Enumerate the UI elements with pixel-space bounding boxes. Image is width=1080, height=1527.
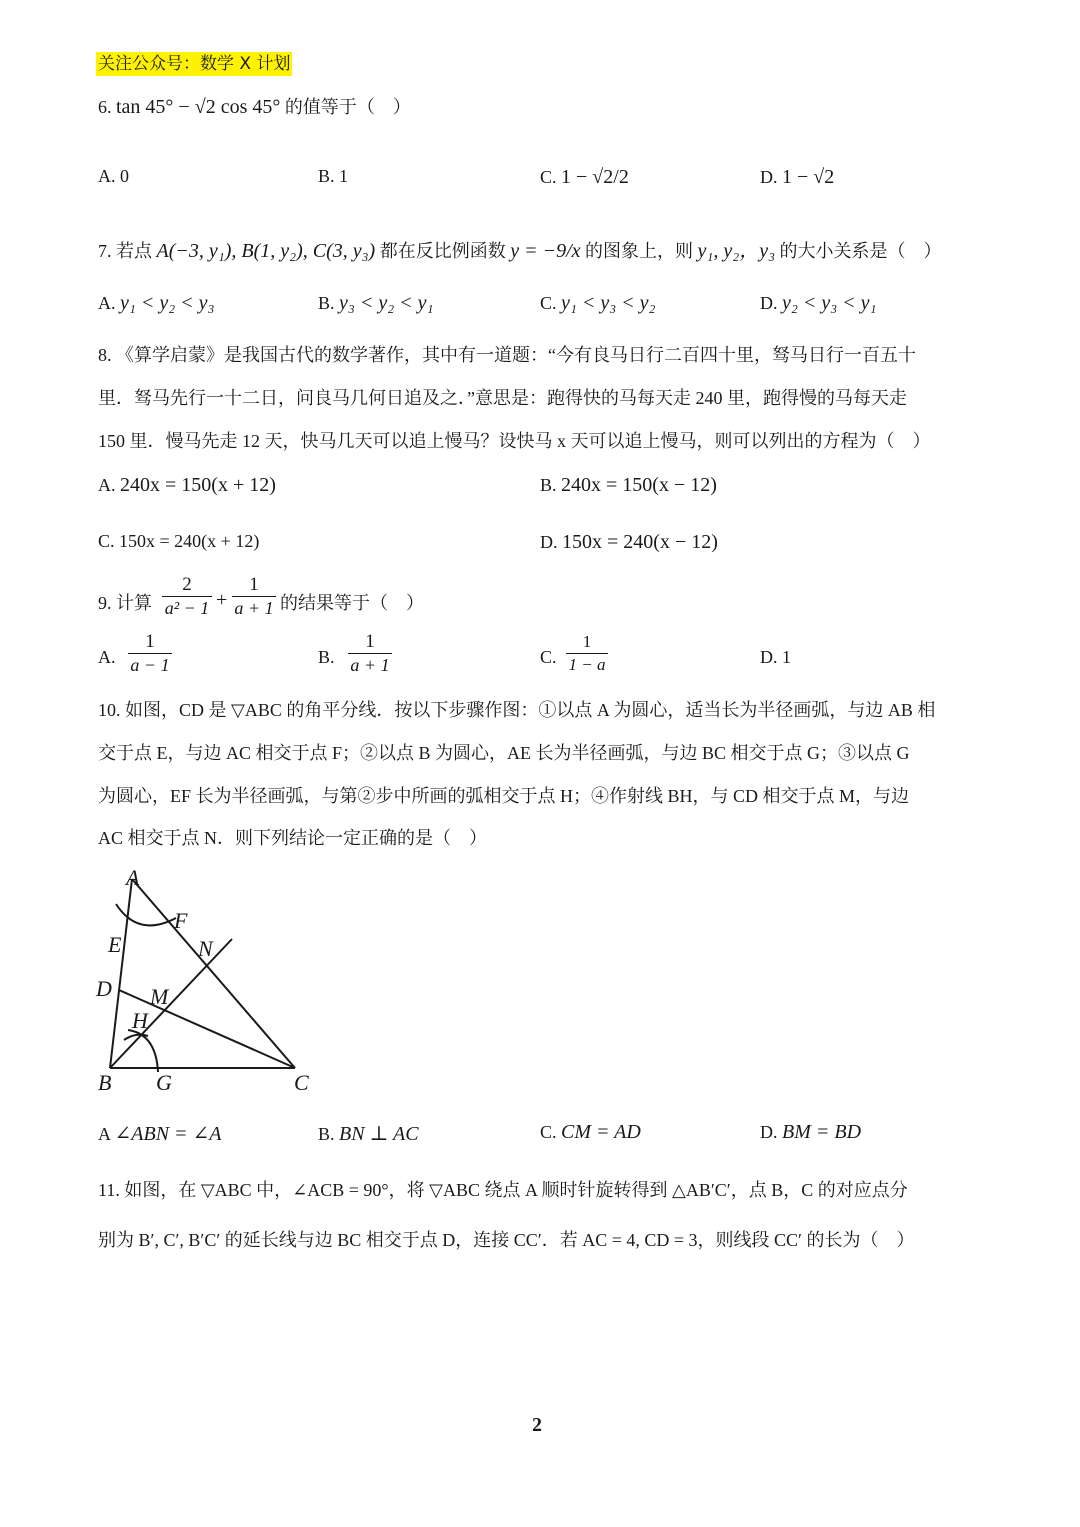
label-h: H <box>132 1008 148 1033</box>
option-text: ∠ABN = ∠A <box>114 1123 222 1145</box>
option-text: y₁ < y₂ < y₃ <box>120 292 215 314</box>
option-label: C. <box>540 293 557 313</box>
q6-option-c[interactable] <box>540 166 629 189</box>
q7-number: 7. <box>98 241 112 261</box>
q7-after: 的图象上，则 <box>585 241 694 261</box>
q6-stem <box>98 93 411 119</box>
q9-number-lead <box>98 589 152 615</box>
q10-line-4: AC 相交于点 N．则下列结论一定正确的是（ ） <box>98 828 488 848</box>
q7-function: y = −9/x <box>510 240 581 262</box>
option-label: C. <box>540 167 557 187</box>
label-m: M <box>150 984 169 1009</box>
page-number: 2 <box>532 1414 542 1436</box>
fraction-numerator: 1 <box>232 574 276 597</box>
q7-vars: y₁, y₂，y₃ <box>697 240 776 262</box>
option-label: B. <box>318 293 335 313</box>
option-text: 1 <box>782 647 791 667</box>
q8-option-d[interactable] <box>540 531 718 554</box>
q6-text: 的值等于（ ） <box>284 97 411 117</box>
q7-mid: 都在反比例函数 <box>379 241 506 261</box>
fraction-denominator: a − 1 <box>130 655 170 675</box>
q9-option-b-label[interactable]: B. <box>318 647 335 667</box>
header-banner: 关注公众号：数学 X 计划 <box>98 54 291 74</box>
option-label: C. <box>98 531 115 551</box>
q9-option-b[interactable] <box>348 631 392 676</box>
option-label: B. <box>318 1124 335 1144</box>
fraction-numerator: 2 <box>162 574 212 597</box>
q8-option-a[interactable] <box>98 474 276 497</box>
option-label: D. <box>760 293 778 313</box>
option-label: D. <box>760 167 778 187</box>
option-label: A. <box>98 166 116 186</box>
q7-stem <box>98 234 942 263</box>
q6-number: 6. <box>98 97 112 117</box>
option-text: 1 − √2 <box>782 166 835 188</box>
ray-bh <box>110 939 232 1068</box>
label-f: F <box>174 908 188 933</box>
option-label: D. <box>540 532 558 552</box>
q9-plus: + <box>216 589 228 611</box>
q10-figure <box>90 862 330 1102</box>
q7-option-c[interactable] <box>540 292 656 315</box>
q10-option-a[interactable] <box>98 1121 222 1146</box>
q9-option-a[interactable] <box>128 631 172 676</box>
option-text: 240x = 150(x + 12) <box>120 474 276 496</box>
option-label: D. <box>760 647 778 667</box>
option-text: 240x = 150(x − 12) <box>561 474 717 496</box>
q6-option-b[interactable] <box>318 166 348 187</box>
option-text: 1 <box>339 166 349 186</box>
q10-option-d[interactable] <box>760 1121 861 1144</box>
q9-number: 9. <box>98 593 112 613</box>
q10-line-2: 交于点 E，与边 AC 相交于点 F；②以点 B 为圆心，AE 长为半径画弧，与边 BC 相交于点 G；③以点 G <box>98 743 910 763</box>
q9-option-c-label[interactable]: C. <box>540 647 557 667</box>
option-label: C. <box>540 1122 557 1142</box>
fraction-numerator: 1 <box>128 631 172 654</box>
q6-option-a[interactable] <box>98 166 129 187</box>
label-g: G <box>156 1070 172 1095</box>
label-b: B <box>98 1070 112 1095</box>
option-text: BN ⊥ AC <box>339 1123 419 1145</box>
option-label: D. <box>760 1122 778 1142</box>
fraction-numerator: 1 <box>566 631 608 654</box>
option-label: B. <box>540 475 557 495</box>
option-text: y₂ < y₃ < y₁ <box>782 292 877 314</box>
q8-line-2: 里．驽马先行一十二日，问良马几何日追及之．”意思是：跑得快的马每天走 240 里，跑得慢的马每天走 <box>98 388 907 408</box>
option-text: BM = BD <box>782 1121 862 1143</box>
option-label: A. <box>98 475 116 495</box>
label-d: D <box>96 976 112 1001</box>
q6-option-d[interactable] <box>760 166 834 189</box>
q10-line-1: 10. 如图，CD 是 ▽ABC 的角平分线．按以下步骤作图：①以点 A 为圆心，适当长为半径画弧，与边 AB 相 <box>98 700 936 720</box>
option-text: CM = AD <box>561 1121 641 1143</box>
label-c: C <box>294 1070 309 1095</box>
q7-end: 的大小关系是（ ） <box>779 241 942 261</box>
fraction-denominator: a + 1 <box>234 598 274 618</box>
option-text: 0 <box>120 166 129 186</box>
q8-line-3: 150 里．慢马先走 12 天，快马几天可以追上慢马？设快马 x 天可以追上慢马，则可以列出的方程为（ ） <box>98 431 931 451</box>
q10-line-3: 为圆心，EF 长为半径画弧，与第②步中所画的弧相交于点 H；④作射线 BH，与 CD 相交于点 M，与边 <box>98 786 910 806</box>
fraction-denominator: 1 − a <box>568 655 606 674</box>
q9-option-a-label[interactable]: A. <box>98 647 116 667</box>
option-text: y₃ < y₂ < y₁ <box>339 292 434 314</box>
q8-line-1: 8. 《算学启蒙》是我国古代的数学著作，其中有一道题：“今有良马日行二百四十里，驽马日行一百五十 <box>98 345 916 365</box>
option-text: y₁ < y₃ < y₂ <box>561 292 656 314</box>
label-a: A <box>126 865 140 890</box>
label-e: E <box>108 932 122 957</box>
q8-option-c[interactable] <box>98 531 259 552</box>
q9-option-c[interactable] <box>566 631 608 676</box>
option-text: 150x = 240(x − 12) <box>562 531 718 553</box>
q7-points: A(−3, y₁), B(1, y₂), C(3, y₃) <box>156 240 376 262</box>
segment-ab <box>110 879 132 1068</box>
q11-line-2: 别为 B′, C′, B′C′ 的延长线与边 BC 相交于点 D，连接 CC′．若 AC = 4, CD = 3，则线段 CC′ 的长为（ ） <box>98 1230 915 1250</box>
q10-option-b[interactable] <box>318 1121 419 1146</box>
option-text: 1 − √2/2 <box>561 166 629 188</box>
q7-option-b[interactable] <box>318 292 434 315</box>
q9-fraction-2 <box>232 574 276 619</box>
q9-option-d[interactable] <box>760 647 791 668</box>
fraction-denominator: a + 1 <box>350 655 390 675</box>
q9-text: 的结果等于（ ） <box>280 593 424 613</box>
q11-line-1: 11. 如图，在 ▽ABC 中，∠ACB = 90°，将 ▽ABC 绕点 A 顺时针旋转得到 △AB′C′，点 B，C 的对应点分 <box>98 1180 908 1200</box>
q10-option-c[interactable] <box>540 1121 641 1144</box>
segment-ac <box>132 879 295 1068</box>
fraction-denominator: a² − 1 <box>164 598 210 618</box>
q7-option-d[interactable] <box>760 292 876 315</box>
option-label: B. <box>318 166 335 186</box>
q7-option-a[interactable] <box>98 292 214 315</box>
q9-lead: 计算 <box>116 593 152 613</box>
q9-fraction-1 <box>162 574 212 619</box>
q6-expression: tan 45° − √2 cos 45° <box>116 96 281 118</box>
arc-ef <box>116 904 176 925</box>
q7-lead: 若点 <box>116 241 152 261</box>
option-label: A <box>98 1124 111 1144</box>
q8-option-b[interactable] <box>540 474 717 497</box>
fraction-numerator: 1 <box>348 631 392 654</box>
label-n: N <box>198 936 213 961</box>
option-label: A. <box>98 293 116 313</box>
option-text: 150x = 240(x + 12) <box>119 531 260 551</box>
